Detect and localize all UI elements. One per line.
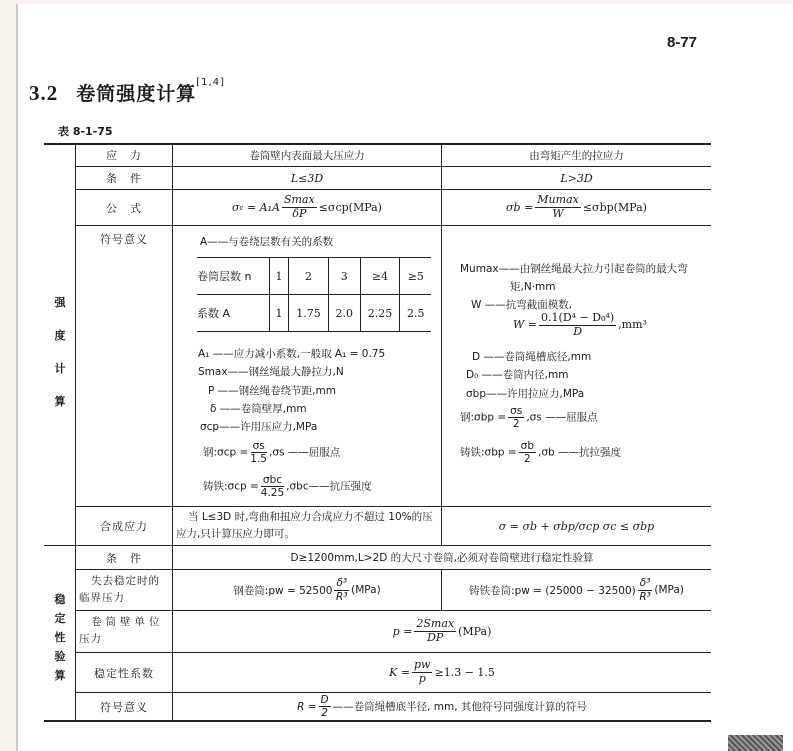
A-coefficient-table	[197, 257, 431, 332]
coefficient-formula: K = $\frac{pw}{p}$ ≥1.3 − 1.5	[389, 658, 495, 685]
stability-group-label: 稳 定 性 验 算	[54, 593, 66, 682]
symbol-Smax: Smax——钢丝绳最大静拉力,N	[198, 366, 344, 378]
row-label-combined: 合成应力	[100, 520, 148, 533]
table-row: 卷筒层数 n 1 2 3 ≥4 ≥5	[197, 258, 431, 295]
stress-col2: 由弯矩产生的拉应力	[529, 149, 624, 162]
table-number: 表 8-1-75	[58, 125, 113, 138]
symbol-sigma-cp: σcp——许用压应力,MPa	[200, 421, 318, 433]
row-label-condition: 条 件	[106, 172, 142, 185]
combined-col1: 当 L≤3D 时,弯曲和扭应力合成应力不超过 10%的压应力,只计算压应力即可。	[176, 511, 433, 540]
stab-symbols-text: R = $\frac{D}{2}$ ——卷筒绳槽底半径, mm, 其他符号同强度计算的符号	[297, 693, 587, 719]
steel-sigma-bp: 钢:σbp = $\frac{\sigma s}{2}$ ,σs ——屈服点	[460, 405, 598, 431]
symbol-D0: D₀ ——卷筒内径,mm	[466, 369, 569, 381]
unit-pressure-formula: p = $\frac{2Smax}{DP}$ (MPa)	[392, 617, 492, 644]
symbol-A1: A₁ ——应力减小系数,一般取 A₁ = 0.75	[198, 348, 386, 360]
section-heading	[29, 79, 225, 106]
row-label-stab-condition: 条 件	[106, 551, 142, 565]
condition-col1: L≤3D	[290, 171, 324, 185]
scan-artifact	[728, 735, 783, 751]
stress-col1: 卷筒壁内表面最大压应力	[249, 149, 365, 162]
row-label-coefficient: 稳定性系数	[94, 666, 154, 680]
row-label-unit-pressure: 卷筒壁单位 压力	[79, 616, 164, 645]
strength-group-label: 强 度 计 算	[54, 296, 66, 408]
table-row: 系数 A 1 1.75 2.0 2.25 2.5	[197, 295, 431, 332]
critical-iron: 铸铁卷筒:pw = (25000 − 32500) $\frac{\text{δ³}}{\text{R³}}$ (MPa)	[469, 577, 684, 603]
formula-col1: σ c = A₁A $\frac{Smax}{\delta P}$ ≤σcp(MPa)	[232, 193, 382, 220]
condition-col2: L>3D	[560, 171, 593, 185]
page-number: 8-77	[667, 34, 698, 51]
combined-col2: σ = σb + σbp/σcp σc ≤ σbp	[498, 519, 655, 533]
symbol-Mumax-unit: 矩,N·mm	[510, 281, 556, 293]
section-title: 卷筒强度计算	[76, 83, 197, 105]
A-definition: A——与卷绕层数有关的系数	[200, 236, 334, 248]
symbol-D: D ——卷筒绳槽底径,mm	[472, 351, 592, 363]
steel-sigma-cp: 钢:σcp = $\frac{\sigma s}{1.5}$ ,σs ——屈服点	[203, 440, 341, 466]
row-label-critical: 失去稳定时的 临界压力	[79, 575, 160, 604]
row-label-symbols: 符号意义	[100, 233, 148, 246]
symbol-W: W ——抗弯截面模数,	[471, 299, 573, 311]
formula-col2: σb = $\frac{Mumax}{W}$ ≤σbp(MPa)	[506, 193, 647, 220]
stab-condition-text: D≥1200mm,L>2D 的大尺寸卷筒,必须对卷筒壁进行稳定性验算	[290, 552, 594, 564]
section-reference: [1,4]	[196, 77, 225, 88]
iron-sigma-bp: 铸铁:σbp = $\frac{\sigma b}{2}$ ,σb ——抗拉强度	[460, 440, 621, 466]
critical-steel: 钢卷筒:pw = 52500 $\frac{\text{δ³}}{\text{R³}}$ (MPa)	[233, 577, 381, 603]
row-label-formula: 公 式	[106, 201, 142, 215]
symbol-sigma-bp: σbp——许用拉应力,MPa	[466, 388, 585, 400]
symbol-Mumax: Mumax——由钢丝绳最大拉力引起卷筒的最大弯	[460, 263, 688, 275]
section-number: 3.2	[29, 81, 59, 105]
row-label-stress: 应 力	[106, 149, 142, 162]
symbol-P: P ——钢丝绳卷绕节距,mm	[208, 385, 336, 397]
iron-sigma-cp: 铸铁:σcp = $\frac{\text{σbc}}{4.25}$ ,σbc——抗压强度	[203, 474, 372, 500]
row-label-stab-symbols: 符号意义	[100, 700, 148, 714]
W-formula: W = $\frac{\text{0.1(D⁴ − D₀⁴)}}{D}$ ,mm³	[513, 311, 647, 338]
symbol-delta: δ ——卷筒壁厚,mm	[210, 403, 307, 415]
